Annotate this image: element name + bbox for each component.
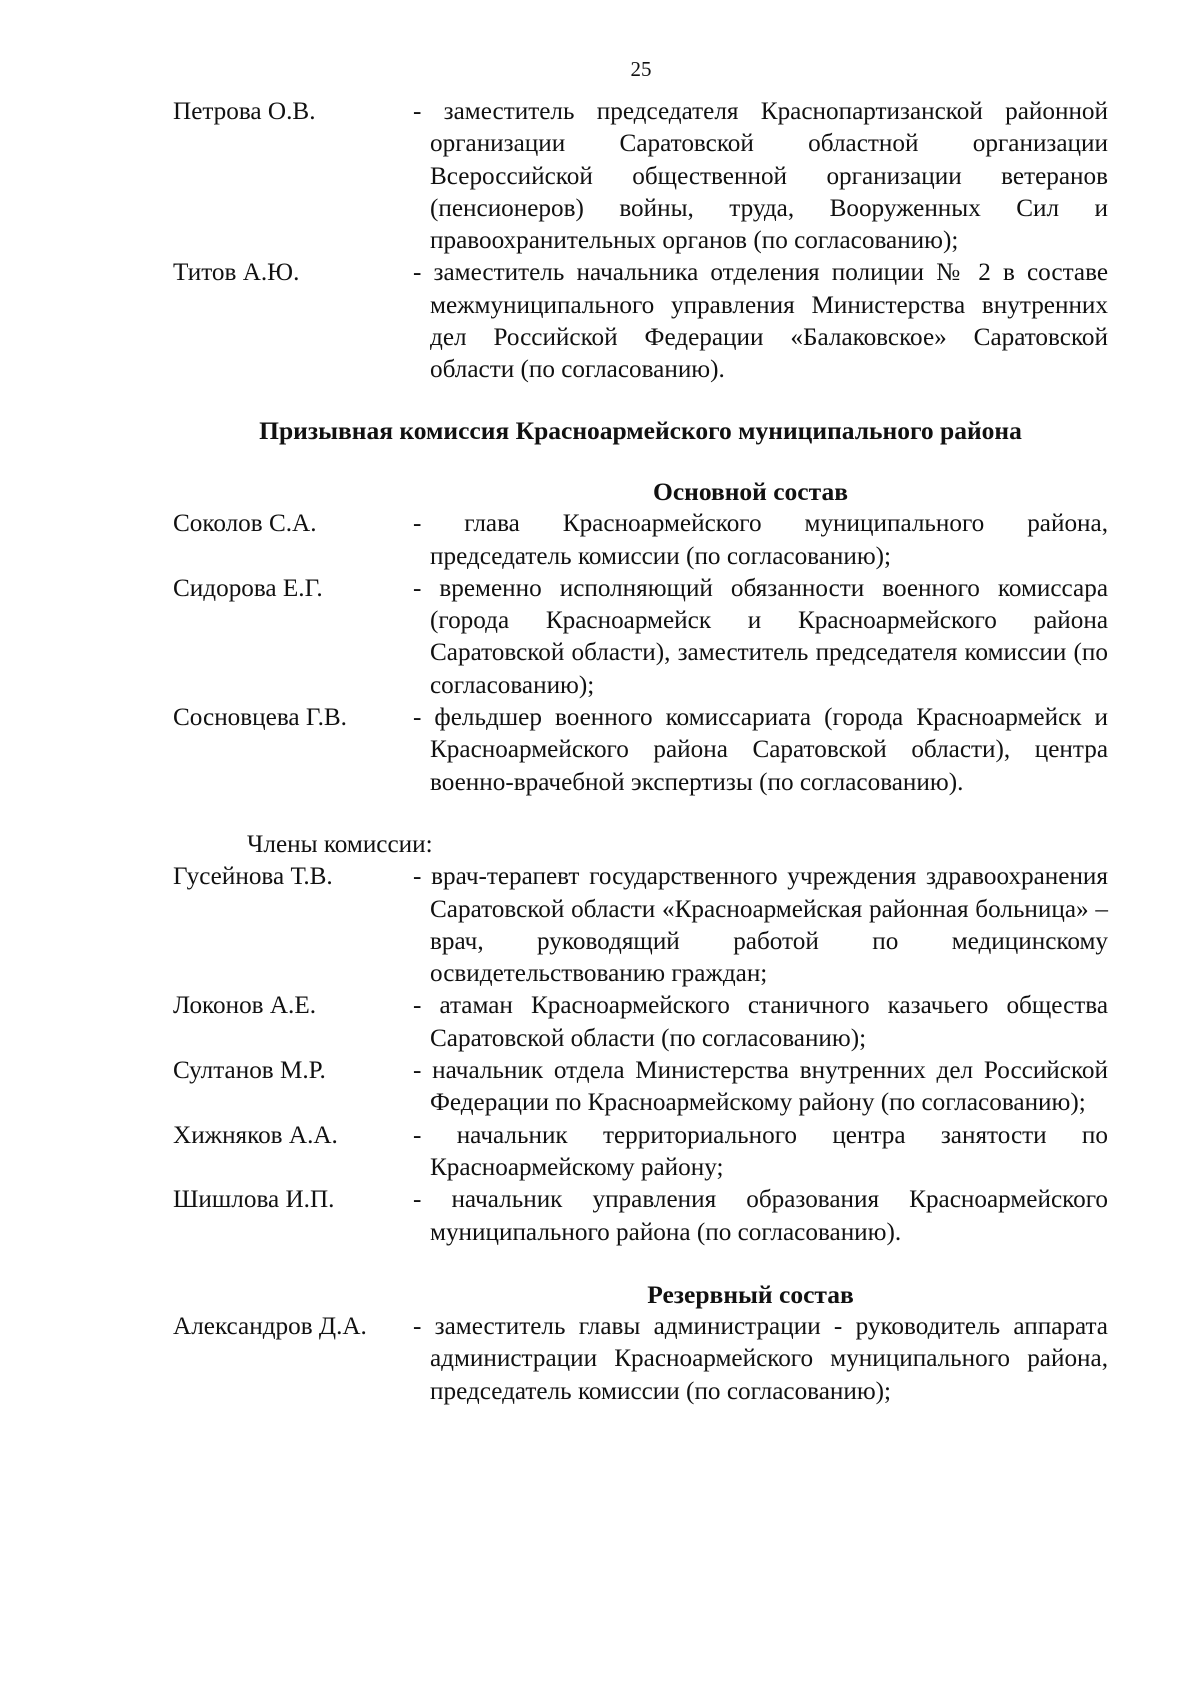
- member-position: - начальник отдела Министерства внутренних дел Российской Федерации по Красноармейскому району (по согласованию);: [413, 1057, 1108, 1117]
- member-name: Хижняков А.А.: [173, 1121, 338, 1149]
- member-position: - глава Красноармейского муниципального района, председатель комиссии (по согласованию);: [413, 510, 1108, 570]
- main-composition-title: Основной состав: [653, 476, 848, 506]
- member-entry: [173, 861, 1108, 990]
- member-name: Шишлова И.П.: [173, 1186, 335, 1214]
- member-entry: [173, 1311, 1108, 1408]
- members-label: Члены комиссии:: [247, 830, 433, 858]
- member-name: Соколов С.А.: [173, 510, 317, 538]
- member-entry: [173, 702, 1108, 799]
- member-position: - начальник управления образования Красноармейского муниципального района (по согласованию).: [413, 1186, 1108, 1246]
- reserve-composition-title: Резервный состав: [647, 1279, 854, 1309]
- member-entry: [173, 257, 1108, 386]
- member-position: - заместитель начальника отделения полиции № 2 в составе межмуниципального управления Министерства внутренних дел Российской Федерации «Балаковское» Саратовской области (по согласованию).: [413, 259, 1108, 384]
- member-entry: [173, 1120, 1108, 1185]
- member-name: Гусейнова Т.В.: [173, 863, 333, 891]
- document-body: [173, 96, 1108, 1408]
- member-entry: [173, 96, 1108, 257]
- member-entry: [173, 1055, 1108, 1120]
- page-number: 25: [630, 57, 652, 81]
- member-position: - заместитель главы администрации - руководитель аппарата администрации Красноармейского муниципального района, председатель комиссии (по согласованию);: [413, 1313, 1108, 1405]
- member-name: Сосновцева Г.В.: [173, 704, 347, 732]
- member-position: - фельдшер военного комиссариата (города Красноармейск и Красноармейского района Саратовской области), центра военно-врачебной экспертизы (по согласованию).: [413, 704, 1108, 796]
- member-position: - временно исполняющий обязанности военного комиссара (города Красноармейск и Красноармейского района Саратовской области), заместитель председателя комиссии (по согласованию);: [413, 574, 1108, 699]
- member-entry: [173, 573, 1108, 702]
- member-entry: [173, 990, 1108, 1055]
- section-title: Призывная комиссия Красноармейского муниципального района: [259, 415, 1022, 445]
- member-name: Александров Д.А.: [173, 1313, 367, 1341]
- member-position: - заместитель председателя Краснопартизанской районной организации Саратовской областной организации Всероссийской общественной организации ветеранов (пенсионеров) войны, труда, Вооруженных Сил и правоохранительных органов (по согласованию);: [413, 98, 1108, 255]
- member-position: - начальник территориального центра занятости по Красноармейскому району;: [413, 1121, 1108, 1181]
- member-name: Петрова О.В.: [173, 98, 316, 125]
- member-position: - врач-терапевт государственного учреждения здравоохранения Саратовской области «Красноармейская районная больница» – врач, руководящий работой по медицинскому освидетельствованию граждан;: [413, 863, 1108, 988]
- member-name: Титов А.Ю.: [173, 259, 300, 287]
- member-position: - атаман Красноармейского станичного казачьего общества Саратовской области (по согласованию);: [413, 992, 1108, 1052]
- member-entry: [173, 508, 1108, 573]
- member-name: Сидорова Е.Г.: [173, 574, 323, 602]
- member-entry: [173, 1184, 1108, 1249]
- member-name: Султанов М.Р.: [173, 1057, 326, 1085]
- member-name: Локонов А.Е.: [173, 992, 317, 1020]
